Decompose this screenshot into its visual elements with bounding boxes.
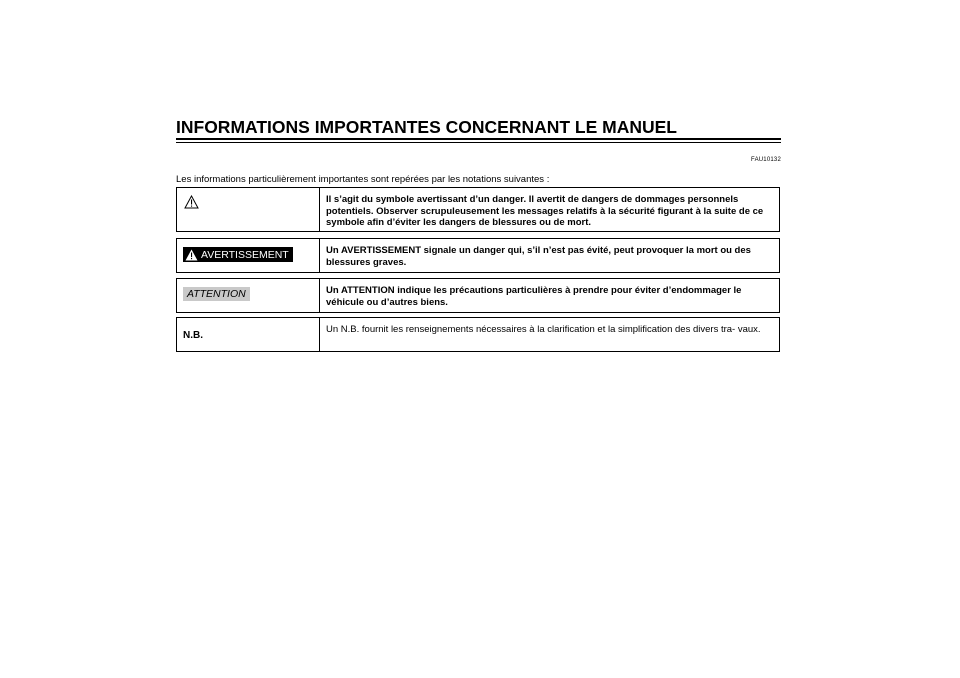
notice-label-cell <box>177 188 320 231</box>
intro-text: Les informations particulièrement importantes sont repérées par les notations suivantes : <box>176 174 550 185</box>
avertissement-label: AVERTISSEMENT <box>201 248 289 261</box>
notice-label-cell <box>177 318 320 351</box>
notice-row-symbol <box>176 187 780 232</box>
title-rule <box>176 138 781 140</box>
avertissement-badge <box>183 247 293 262</box>
nb-label: N.B. <box>183 330 203 341</box>
page-title: INFORMATIONS IMPORTANTES CONCERNANT LE MANUEL <box>176 117 677 137</box>
warning-triangle-icon <box>184 195 199 209</box>
attention-label: ATTENTION <box>187 288 246 300</box>
notice-label-cell <box>177 239 320 272</box>
notice-text-symbol: Il s’agit du symbole avertissant d’un danger. Il avertit de dangers de dommages personnels potentiels. Observer scrupuleusement les messages relatifs à la sécurité figurant à la suite de ce symbole afin d’éviter les dangers de blessures ou de mort. <box>326 194 764 228</box>
title-rule-thin <box>176 142 781 143</box>
notice-text-nb: Un N.B. fournit les renseignements nécessaires à la clarification et la simplification des divers tra- vaux. <box>326 324 761 335</box>
notice-row-nb <box>176 317 780 352</box>
document-code: FAU10132 <box>751 157 781 163</box>
notice-label-cell <box>177 279 320 312</box>
notice-row-attention <box>176 278 780 313</box>
notice-row-avertissement <box>176 238 780 273</box>
attention-badge <box>183 287 250 301</box>
notice-text-avertissement: Un AVERTISSEMENT signale un danger qui, s’il n’est pas évité, peut provoquer la mort ou des blessures graves. <box>326 245 751 268</box>
notice-text-attention: Un ATTENTION indique les précautions particulières à prendre pour éviter d’endommager le véhicule ou d’autres biens. <box>326 285 742 308</box>
warning-triangle-icon <box>185 249 198 261</box>
